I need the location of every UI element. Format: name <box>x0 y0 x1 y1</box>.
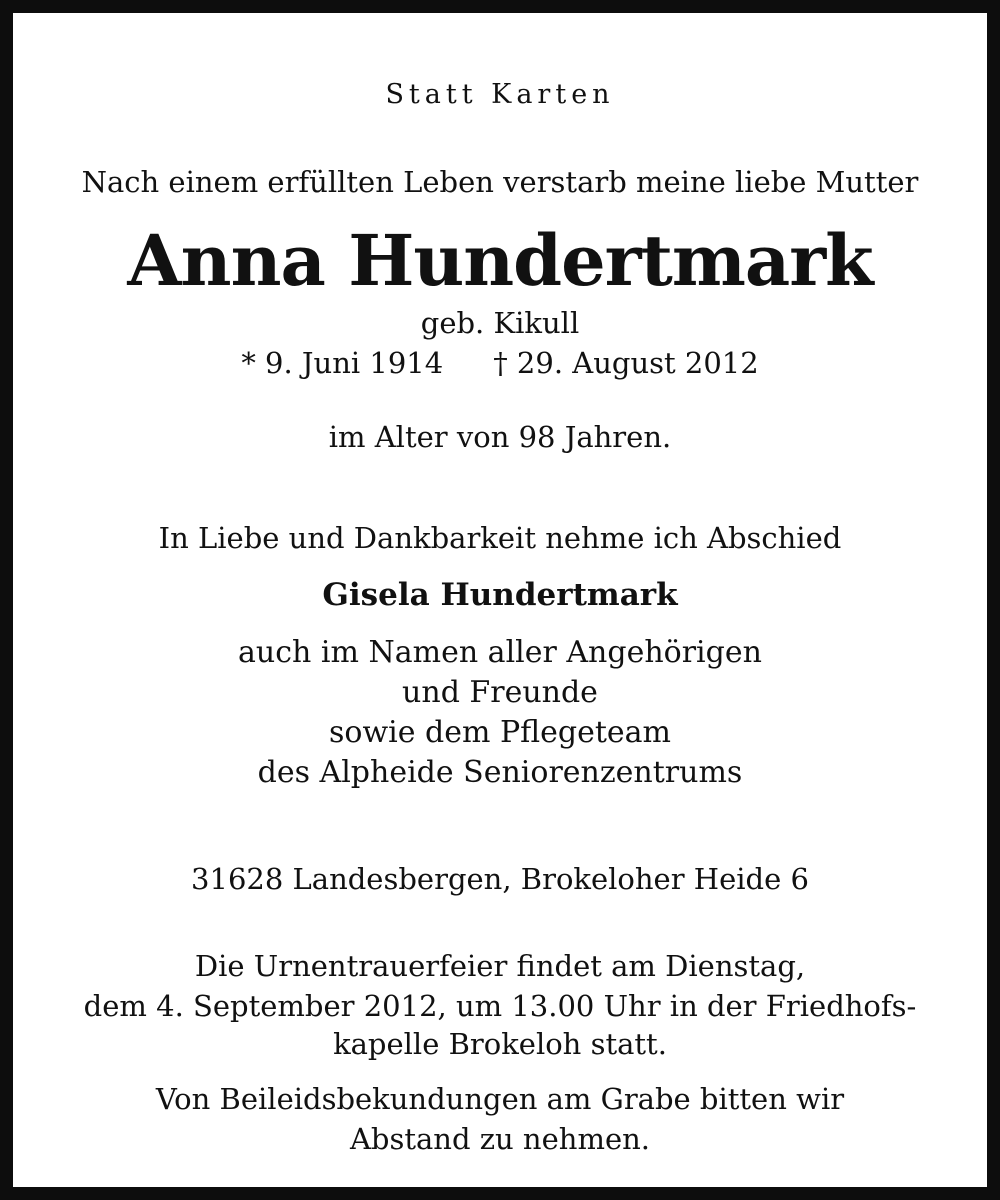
header-text: Statt Karten <box>385 79 615 110</box>
age-text: im Alter von 98 Jahren. <box>328 420 672 454</box>
death-date: † 29. August 2012 <box>493 346 759 380</box>
life-dates <box>26 346 974 380</box>
deceased-name: Anna Hundertmark <box>127 219 873 302</box>
ceremony-line: kapelle Brokeloh statt. <box>333 1027 667 1061</box>
condolence-line: Von Beileidsbekundungen am Grabe bitten wir <box>155 1082 845 1116</box>
mourner-line: auch im Namen aller Angehörigen <box>238 635 762 670</box>
mourner-line: und Freunde <box>402 675 598 710</box>
mourner-name: Gisela Hundertmark <box>322 577 678 613</box>
mourner-line: sowie dem Pflegeteam <box>328 715 671 750</box>
intro-text: Nach einem erfüllten Leben verstarb meine liebe Mutter <box>81 165 919 199</box>
ceremony-line: Die Urnentrauerfeier findet am Dienstag, <box>194 949 806 983</box>
farewell-text: In Liebe und Dankbarkeit nehme ich Abschied <box>158 521 842 555</box>
maiden-name: geb. Kikull <box>420 306 580 340</box>
address-text: 31628 Landesbergen, Brokeloher Heide 6 <box>191 862 809 896</box>
birth-date: * 9. Juni 1914 <box>241 346 444 380</box>
condolence-line: Abstand zu nehmen. <box>349 1122 651 1156</box>
ceremony-line: dem 4. September 2012, um 13.00 Uhr in der Friedhofs- <box>83 989 917 1023</box>
mourner-line: des Alpheide Seniorenzentrums <box>257 755 743 790</box>
